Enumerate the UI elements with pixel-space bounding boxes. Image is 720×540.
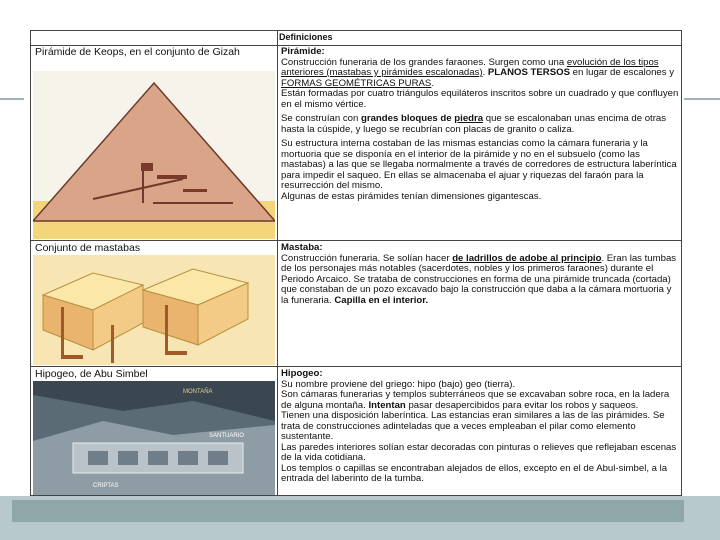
- hipogeo-text-3: Tienen una disposición laberíntica. Las estancias eran similares a las de las pirámides. Se trata de construcciones adinteladas que a veces empleaban el pilar como elemento sustentante.: [281, 410, 665, 442]
- piramide-title: Pirámide:: [281, 46, 325, 57]
- piramide-text-5: Algunas de estas pirámides tenían dimensiones gigantescas.: [281, 190, 542, 202]
- piramide-text-1bold: PLANOS TERSOS: [487, 67, 570, 78]
- mastaba-text-1bold: Capilla en el interior.: [334, 294, 429, 306]
- criptas-label: CRIPTAS: [93, 483, 119, 489]
- piramide-text-1d: .: [431, 77, 434, 89]
- montana-label: MONTAÑA: [183, 389, 213, 395]
- hipogeo-text-2a: Son cámaras funerarias y templos subterráneos que se excavaban sobre roca, en la ladera de alguna montaña.: [281, 389, 670, 411]
- hipogeo-definition: [281, 369, 679, 485]
- table-row-hipogeo: [31, 367, 681, 497]
- definiciones-header: Definiciones: [279, 32, 333, 42]
- piramide-text-1a: Construcción funeraria de los grandes faraones. Surgen como una: [281, 56, 567, 68]
- mastaba-definition: [281, 243, 679, 306]
- table-row-mastaba: [31, 241, 681, 367]
- hipogeo-text-2b: pasar desapercibidos para evitar los robos y saqueos.: [405, 399, 639, 411]
- piramide-text-1c: en lugar de escalones y: [570, 67, 674, 78]
- slide-footer: [0, 496, 720, 540]
- mastabas-image: [33, 255, 275, 365]
- piramide-text-3b: que se escalonaban unas encima de otras hasta la cúspide, y luego se recubrían con placas de granito o caliza.: [281, 113, 667, 135]
- piramide-text-3bold: grandes bloques de: [361, 113, 455, 124]
- piramide-text-1b: .: [482, 67, 488, 78]
- definitions-table: [30, 30, 682, 496]
- piramide-text-4: Su estructura interna costaban de las mismas estancias como la cámara funeraria y la mortuoria que se disponía en el interior de la pirámide y no en el subsuelo (como las mastabas) a las que se llegaba normalmente a través de corredores de estructura laberíntica para impedir el saqueo. En ellas se almacenaba el ajuar y riquezas del faraón para la resurrección del mismo.: [281, 138, 677, 191]
- table-header-row: [31, 31, 681, 46]
- piramide-text-3u: piedra: [454, 113, 484, 124]
- mastaba-text-1a: Construcción funeraria. Se solían hacer: [281, 252, 453, 264]
- mastaba-text-1bu: de ladrillos de adobe al principio: [452, 252, 602, 264]
- mastaba-caption: Conjunto de mastabas: [35, 242, 141, 254]
- piramide-caption: Pirámide de Keops, en el conjunto de Gizah: [35, 46, 240, 58]
- santuario-label: SANTUARIO: [209, 433, 245, 439]
- piramide-definition: [281, 47, 679, 202]
- hipogeo-text-2bold: Intentan: [368, 399, 406, 411]
- piramide-text-1u2: FORMAS GEOMÉTRICAS PURAS: [281, 77, 432, 89]
- slide-accent-line-right: [684, 98, 720, 100]
- pyramid-keops-image: [33, 71, 275, 239]
- hipogeo-image: [33, 381, 275, 495]
- hipogeo-text-4: Las paredes interiores solían estar decoradas con pinturas o relieves que reflejaban escenas de la vida cotidiana.: [281, 441, 677, 463]
- hipogeo-caption: Hipogeo, de Abu Simbel: [35, 368, 148, 380]
- table-row-piramide: [31, 45, 681, 241]
- slide-footer-band: [12, 500, 684, 522]
- hipogeo-text-5: Los templos o capillas se encontraban alejados de ellos, excepto en el de Abul-simbel, a la entrada del laberinto de la tumba.: [281, 462, 668, 484]
- piramide-text-2: Están formadas por cuatro triángulos equiláteros inscritos sobre un cuadrado y que confluyen en el mismo vértice.: [281, 88, 679, 110]
- piramide-text-3a: Se construían con: [281, 113, 361, 124]
- mastaba-text-1b: . Eran las tumbas de los personajes más notables (sacerdotes, nobles y los primeros faraones) durante el Periodo Arcaico. Se trataba de construcciones en forma de una pirámide truncada (cortada) que constaban de un pozo excavado bajo la construcción que daba a la cámara mortuoria y la funeraria.: [281, 252, 677, 306]
- slide-accent-line-left: [0, 98, 24, 100]
- piramide-text-1u: evolución de los tipos anteriores (mastabas y pirámides escalonadas): [281, 56, 659, 78]
- mastaba-title: Mastaba:: [281, 242, 323, 253]
- hipogeo-title: Hipogeo:: [281, 368, 323, 379]
- hipogeo-text-1: Su nombre proviene del griego: hipo (bajo) geo (tierra).: [281, 378, 516, 390]
